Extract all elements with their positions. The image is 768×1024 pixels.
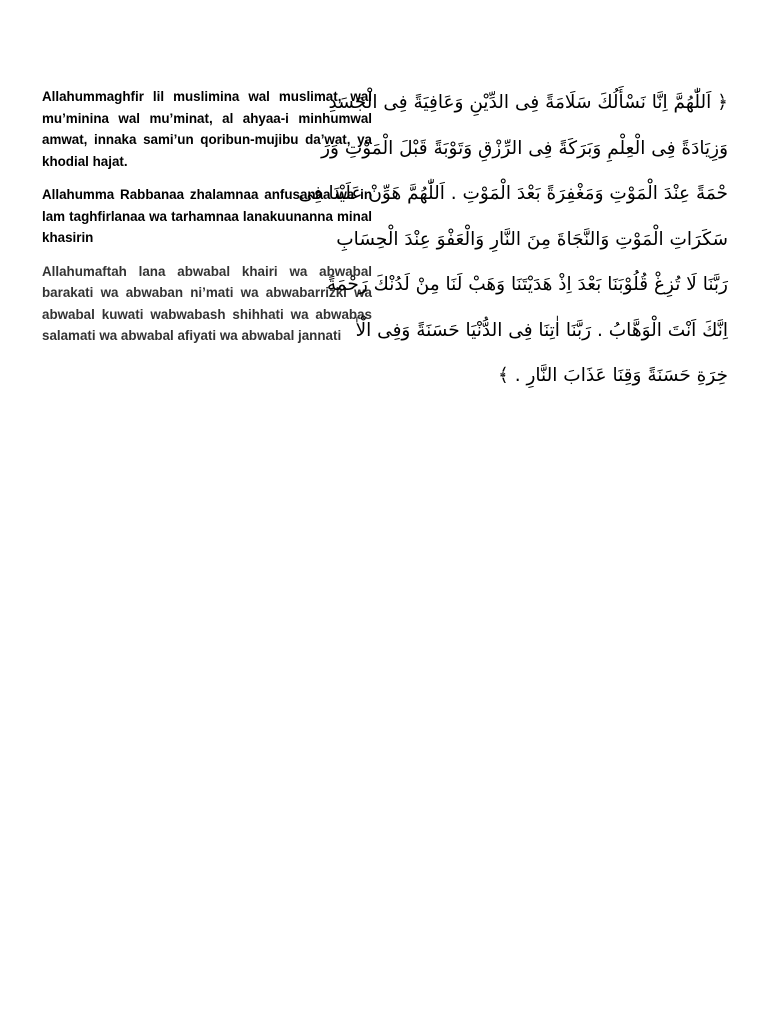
arabic-text-block: [298, 80, 728, 399]
prayer-paragraph-2: Allahumma Rabbanaa zhalamnaa anfusanaa wa in lam taghfirlanaa wa tarhamnaa lanakuunanna minal khasirin: [42, 187, 372, 245]
arabic-line: رَبَّنَا لَا تُزِغْ قُلُوْبَنَا بَعْدَ اِذْ هَدَيْتَنَا وَهَبْ لَنَا مِنْ لَدُنْكَ رَحْمَةً: [326, 274, 728, 295]
arabic-line: ﴿ اَللّٰهُمَّ اِنَّا نَسْأَلُكَ سَلَامَةً فِى الدِّيْنِ وَعَافِيَةً فِى الْجَسَدِ: [328, 92, 728, 113]
prayer-paragraph-1: Allahummaghfir lil muslimina wal muslimat, wal mu’minina wal mu’minat, al ahyaa-i minhumwal amwat, innaka sami’un qoribun-mujibu da’wat, ya khodial hajat.: [42, 89, 372, 169]
arabic-line: حْمَةً عِنْدَ الْمَوْتِ وَمَغْفِرَةً بَعْدَ الْمَوْتِ . اَللّٰهُمَّ هَوِّنْ عَلَيْنَا فِى: [298, 183, 728, 204]
arabic-line: سَكَرَاتِ الْمَوْتِ وَالنَّجَاةَ مِنَ النَّارِ وَالْعَفْوَ عِنْدَ الْحِسَابِ: [336, 228, 728, 250]
arabic-line: اِنَّكَ اَنْتَ الْوَهَّابُ . رَبَّنَا اٰتِنَا فِى الدُّنْيَا حَسَنَةً وَفِى الْاٰ: [355, 319, 728, 341]
prayer-paragraph-3: Allahumaftah lana abwabal khairi wa abwabal barakati wa abwaban ni’mati wa abwabarrizki wa abwabal kuwati wabwabash shihhati wa abwabas salamati wa abwabal afiyati wa abwabal jannati: [42, 263, 372, 343]
arabic-line: خِرَةِ حَسَنَةً وَقِنَا عَذَابَ النَّارِ . ﴾: [497, 365, 728, 386]
arabic-line: وَزِيَادَةً فِى الْعِلْمِ وَبَرَكَةً فِى الرِّزْقِ وَتَوْبَةً قَبْلَ الْمَوْتِ وَرَ: [321, 137, 728, 159]
